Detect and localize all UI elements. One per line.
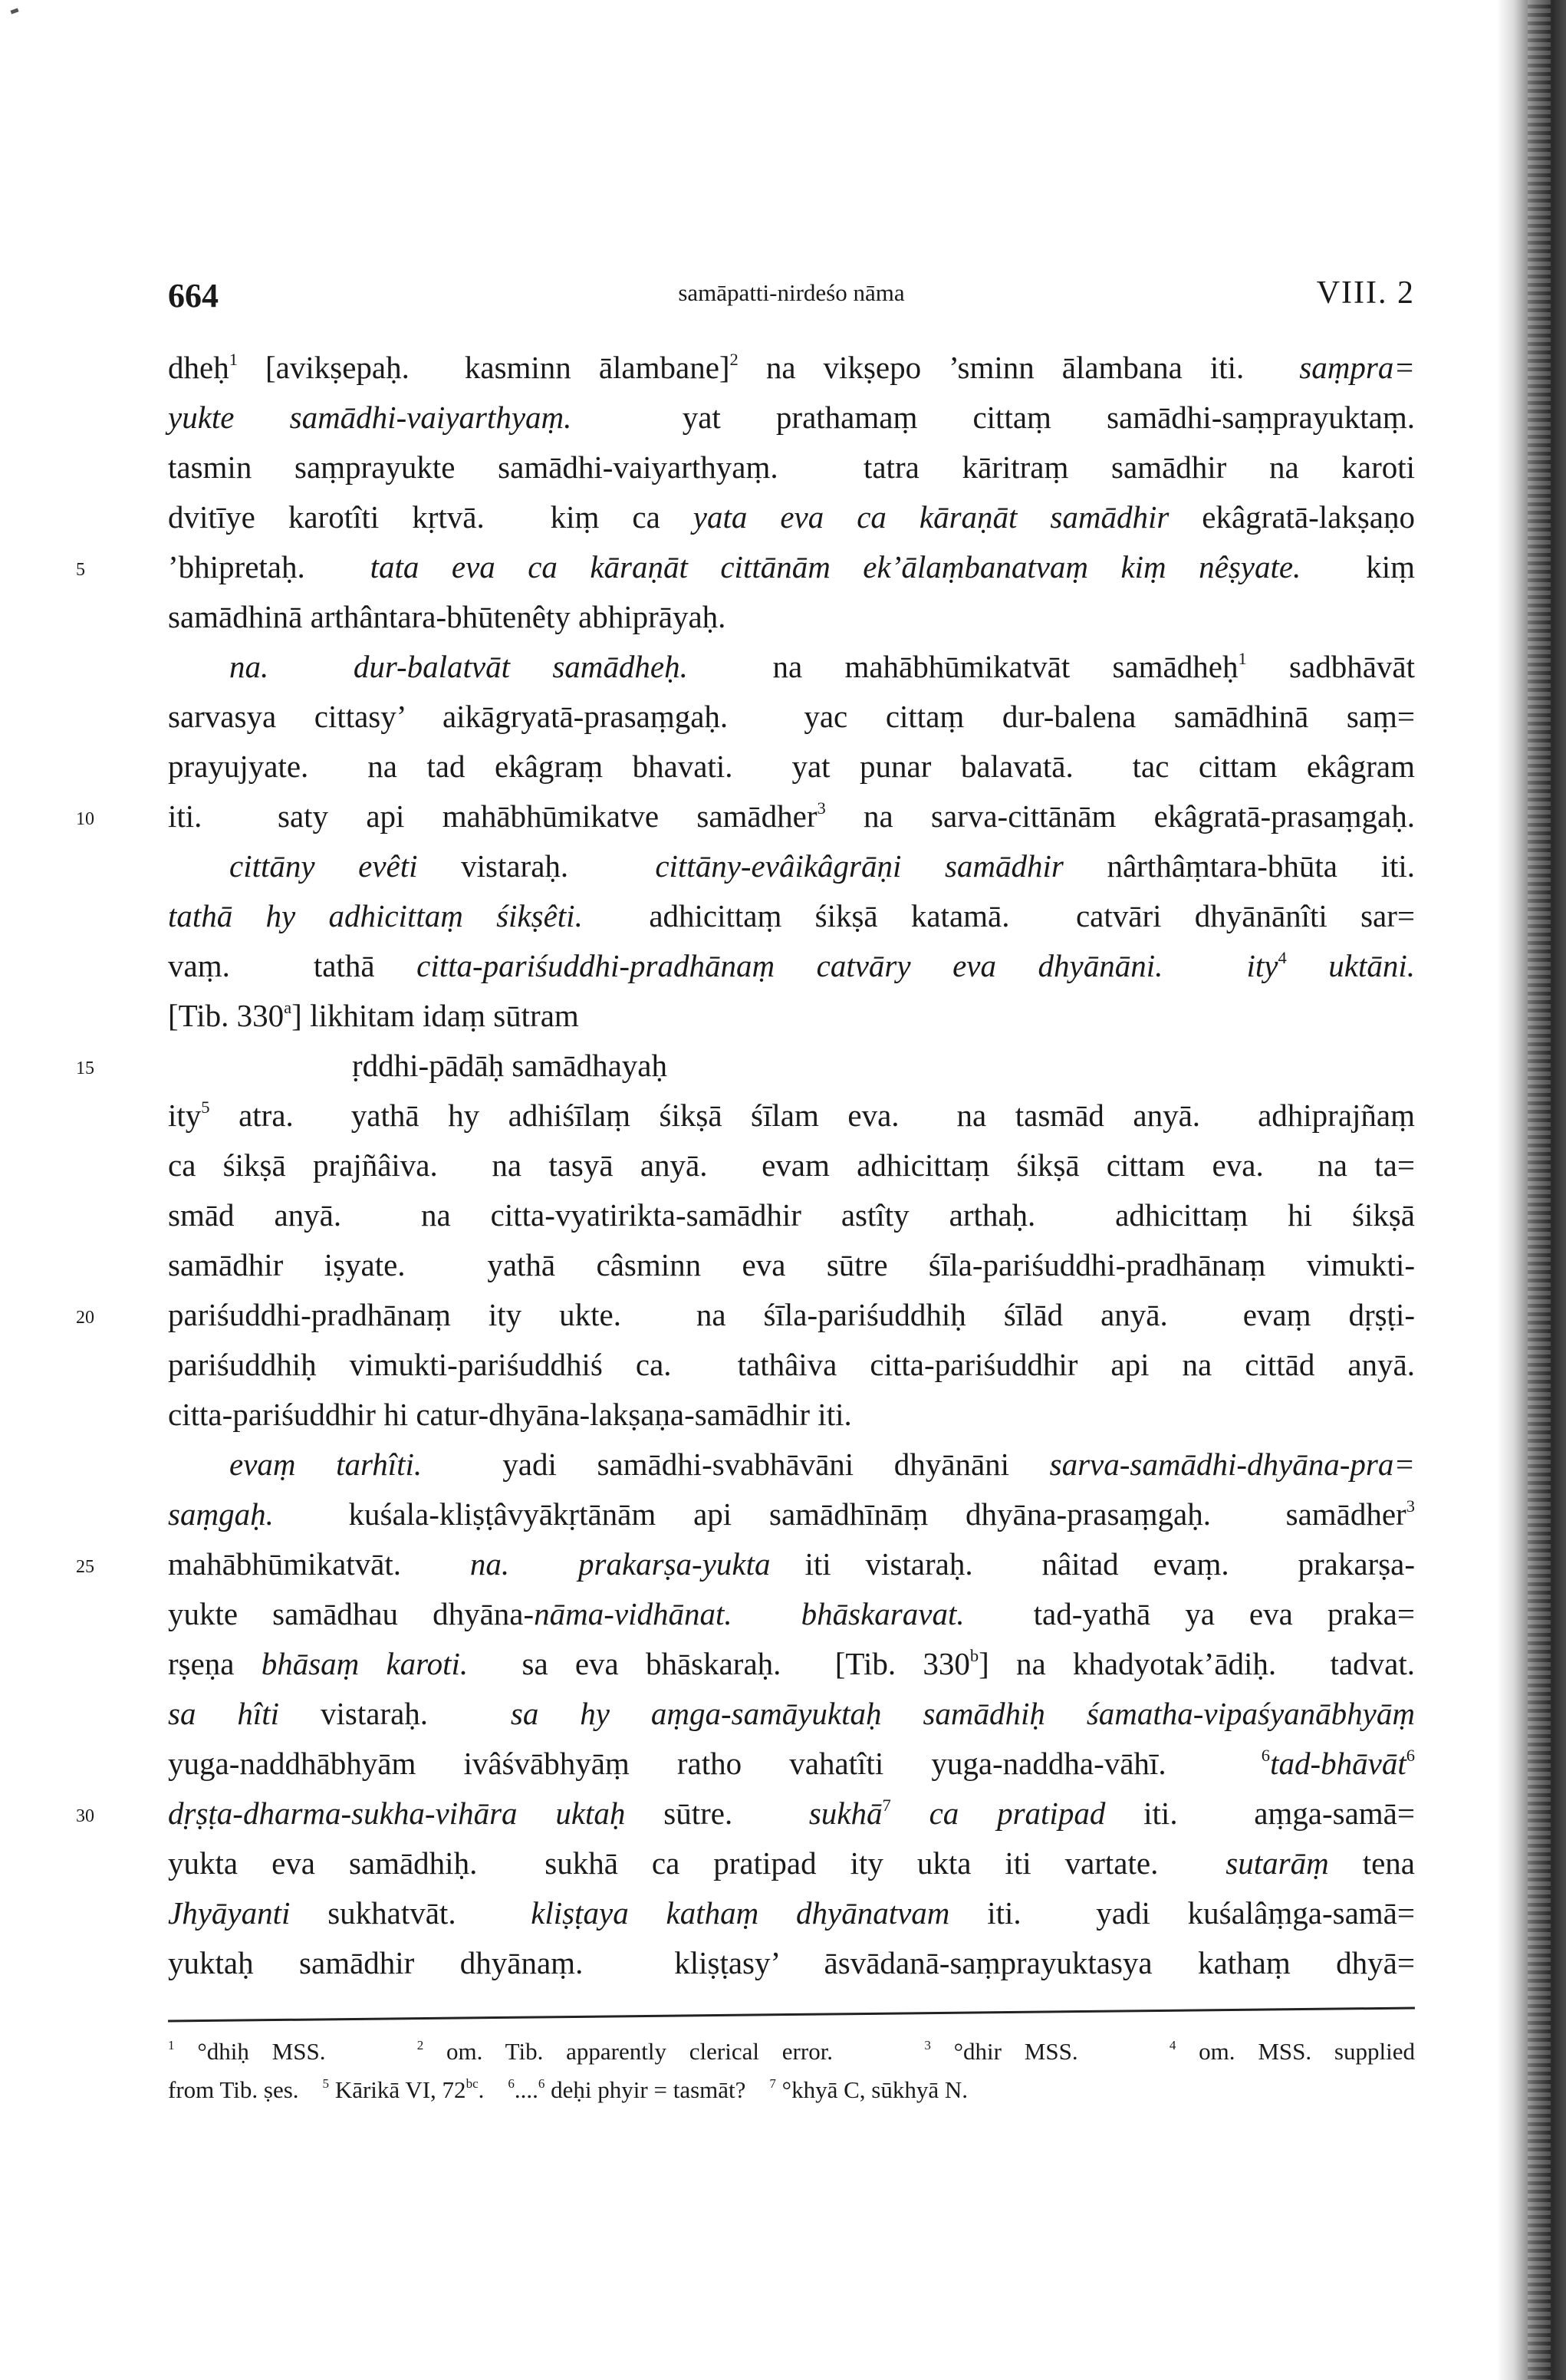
text-run: pariśuddhiḥ vimukti-pariśuddhiś ca. tathâiva citta-pariśuddhir api na cittād anyā. xyxy=(168,1347,1415,1382)
italic-text: kliṣṭaya kathaṃ dhyānatvam xyxy=(531,1895,950,1931)
italic-text: saṃgaḥ. xyxy=(168,1496,274,1532)
footnote-line xyxy=(168,2033,1415,2071)
text-run: rṣeṇa xyxy=(168,1646,262,1681)
text-run: from Tib. ṣes. xyxy=(168,2076,323,2103)
text-run: sadbhāvāt xyxy=(1246,649,1415,684)
text-run: pariśuddhi-pradhānaṃ ity ukte. na śīla-pariśuddhiḥ śīlād anyā. evaṃ dṛṣṭi- xyxy=(168,1297,1415,1332)
italic-text: evaṃ tarhîti. xyxy=(229,1447,423,1482)
text-run: samādhinā arthântara-bhūtenêty abhiprāyaḥ. xyxy=(168,599,726,634)
text-line xyxy=(168,1838,1415,1888)
italic-text: saṃpra= xyxy=(1299,350,1415,385)
text-line xyxy=(168,1490,1415,1539)
text-line xyxy=(76,1789,1415,1838)
text-run: kiṃ xyxy=(1301,549,1415,584)
italic-text: nāma-vidhānat. bhāskaravat. xyxy=(534,1596,965,1631)
footnote-marker: 7 xyxy=(882,1796,891,1815)
italic-text: sutarāṃ xyxy=(1225,1845,1329,1881)
text-line xyxy=(168,692,1415,742)
text-line xyxy=(168,1639,1415,1689)
section-number: VIII. 2 xyxy=(1316,275,1415,311)
italic-text: yata eva ca kāraṇāt samādhir xyxy=(693,499,1170,535)
text-run: vaṃ. tathā xyxy=(168,948,417,983)
text-run: .... xyxy=(514,2076,538,2103)
footnote-marker: 6 xyxy=(538,2076,545,2092)
text-run: na sarva-cittānām ekâgratā-prasaṃgaḥ. xyxy=(825,798,1415,834)
text-run: deḥi phyir = tasmāt? xyxy=(544,2076,770,2103)
text-run: ’bhipretaḥ. xyxy=(168,549,370,584)
text-line xyxy=(168,443,1415,492)
text-line xyxy=(168,1390,1415,1440)
text-run: iti. aṃga-samā= xyxy=(1105,1796,1415,1831)
text-run: tena xyxy=(1328,1845,1415,1881)
text-run: ] likhitam idaṃ sūtram xyxy=(291,998,579,1033)
footnote-marker: 1 xyxy=(168,2038,175,2053)
text-run: yadi samādhi-svabhāvāni dhyānāni xyxy=(422,1447,1050,1482)
footnote-rule xyxy=(168,2006,1415,2022)
footnote-marker: 6 xyxy=(1261,1746,1271,1766)
footnote-marker: 6 xyxy=(508,2076,515,2092)
text-line xyxy=(168,1240,1415,1290)
text-run: °dhiḥ MSS. xyxy=(174,2038,417,2065)
italic-text: tad-bhāvāt xyxy=(1270,1746,1406,1781)
italic-text: na. prakarṣa-yukta xyxy=(469,1546,771,1582)
text-run: yuktaḥ samādhir dhyānaṃ. kliṣṭasy’ āsvādanā-saṃprayuktasya kathaṃ dhyā= xyxy=(168,1945,1415,1980)
text-run: sūtre. xyxy=(625,1796,809,1831)
text-line xyxy=(168,991,1415,1041)
text-line xyxy=(168,1440,1415,1490)
main-text xyxy=(76,343,1416,1988)
text-run: atra. yathā hy adhiśīlaṃ śikṣā śīlam eva. na tasmād anyā. adhiprajñaṃ xyxy=(209,1098,1415,1133)
line-number: 10 xyxy=(76,809,94,829)
footnote-marker: 5 xyxy=(201,1098,210,1118)
text-line xyxy=(76,1539,1416,1589)
text-run: kuśala-kliṣṭâvyākṛtānām api samādhīnāṃ dhyāna-prasaṃgaḥ. samādher xyxy=(273,1496,1406,1532)
footnote-marker: 4 xyxy=(1278,948,1287,968)
scan-edge-texture xyxy=(1528,0,1551,2380)
text-line xyxy=(168,742,1415,792)
italic-text: Jhyāyanti xyxy=(168,1895,291,1931)
footnote-marker: 3 xyxy=(817,798,826,818)
italic-text: sa hy aṃga-samāyuktaḥ samādhiḥ śamatha-vipaśyanābhyāṃ xyxy=(510,1696,1415,1731)
text-run: sukhatvāt. xyxy=(290,1895,531,1931)
italic-text: sa hîti xyxy=(168,1696,280,1731)
scan-speck xyxy=(10,8,18,14)
text-line xyxy=(76,1041,1415,1091)
text-line xyxy=(168,891,1415,941)
text-run: iti. saty api mahābhūmikatve samādher xyxy=(168,798,818,834)
text-run: sa eva bhāskaraḥ. [Tib. 330 xyxy=(468,1646,970,1681)
text-line xyxy=(168,941,1415,991)
text-line xyxy=(168,1141,1415,1190)
text-run: na mahābhūmikatvāt samādheḥ xyxy=(687,649,1239,684)
line-number: 20 xyxy=(76,1308,94,1328)
text-run: ca śikṣā prajñâiva. na tasyā anyā. evam adhicittaṃ śikṣā cittam eva. na ta= xyxy=(168,1147,1415,1183)
page-header xyxy=(168,270,1415,316)
italic-text: citta-pariśuddhi-pradhānaṃ catvāry eva dhyānāni. ity xyxy=(416,948,1278,983)
text-run: sarvasya cittasy’ aikāgryatā-prasaṃgaḥ. yac cittaṃ dur-balena samādhinā saṃ= xyxy=(168,699,1415,734)
italic-text: dṛṣṭa-dharma-sukha-vihāra uktaḥ xyxy=(168,1796,626,1831)
text-line xyxy=(168,1938,1415,1988)
text-run: [avikṣepaḥ. kasminn ālambane] xyxy=(237,350,730,385)
text-line xyxy=(168,642,1415,692)
text-run: nârthâṃtara-bhūta iti. xyxy=(1063,848,1415,884)
footnote-marker: a xyxy=(284,998,292,1018)
text-run: smād anyā. na citta-vyatirikta-samādhir astîty arthaḥ. adhicittaṃ hi śikṣā xyxy=(168,1197,1415,1233)
text-run: [Tib. 330 xyxy=(168,998,285,1033)
text-run: Kārikā VI, 72 xyxy=(329,2076,466,2103)
text-line xyxy=(168,1739,1415,1789)
text-run: om. Tib. apparently clerical error. xyxy=(423,2038,925,2065)
text-line xyxy=(168,1589,1415,1639)
italic-text: na. dur-balatvāt samādheḥ. xyxy=(229,649,688,684)
text-run: vistaraḥ. xyxy=(417,848,656,884)
text-line xyxy=(76,792,1415,841)
text-line xyxy=(168,1888,1415,1938)
footnote-marker: 6 xyxy=(1406,1746,1415,1766)
italic-text: tata eva ca kāraṇāt cittānām ek’ālaṃbanatvaṃ kiṃ nêṣyate. xyxy=(370,549,1301,584)
text-line xyxy=(168,1091,1415,1141)
footnote-marker: 7 xyxy=(769,2076,776,2092)
text-run: dvitīye karotîti kṛtvā. kiṃ ca xyxy=(168,499,693,535)
italic-text: yukte samādhi-vaiyarthyaṃ. xyxy=(168,400,572,435)
footnote-marker: bc xyxy=(466,2076,479,2092)
page-number: 664 xyxy=(168,277,219,314)
text-run: ekâgratā-lakṣaṇo xyxy=(1169,499,1415,535)
text-run: adhicittaṃ śikṣā katamā. catvāri dhyānānîti sar= xyxy=(582,898,1415,933)
text-line xyxy=(76,1290,1415,1340)
italic-text: sukhā xyxy=(808,1796,883,1831)
footnote-marker: b xyxy=(969,1646,979,1666)
text-line xyxy=(168,592,1415,642)
text-run: dheḥ xyxy=(168,350,229,385)
italic-text: uktāni. xyxy=(1286,948,1415,983)
footnote-marker: 3 xyxy=(1406,1496,1415,1516)
italic-text: cittāny evêti xyxy=(229,848,418,884)
text-line xyxy=(168,343,1415,393)
text-run: vistaraḥ. xyxy=(279,1696,511,1731)
footnote-marker: 3 xyxy=(924,2038,931,2053)
footnotes xyxy=(168,2033,1415,2109)
text-run: samādhir iṣyate. yathā câsminn eva sūtre śīla-pariśuddhi-pradhānaṃ vimukti- xyxy=(168,1247,1415,1282)
italic-text: bhāsaṃ karoti. xyxy=(261,1646,469,1681)
text-run: iti. yadi kuśalâṃga-samā= xyxy=(949,1895,1415,1931)
line-number: 5 xyxy=(76,560,85,580)
footnote-marker: 5 xyxy=(322,2076,330,2092)
text-run: °dhir MSS. xyxy=(930,2038,1170,2065)
line-number: 25 xyxy=(76,1557,94,1577)
line-number: 15 xyxy=(76,1058,94,1078)
italic-text: sarva-samādhi-dhyāna-pra= xyxy=(1049,1447,1415,1482)
italic-text: ca pratipad xyxy=(890,1796,1106,1831)
text-line xyxy=(168,492,1415,542)
footnote-line xyxy=(168,2071,1415,2109)
text-run: yat prathamaṃ cittaṃ samādhi-saṃprayuktaṃ. xyxy=(571,400,1415,435)
text-run: yukte samādhau dhyāna- xyxy=(168,1596,535,1631)
text-run: om. MSS. supplied xyxy=(1176,2038,1415,2065)
text-run: ] na khadyotak’ādiḥ. tadvat. xyxy=(979,1646,1415,1681)
italic-text: tathā hy adhicittaṃ śikṣêti. xyxy=(168,898,583,933)
text-run: yukta eva samādhiḥ. sukhā ca pratipad ity ukta iti vartate. xyxy=(168,1845,1226,1881)
text-run: ity xyxy=(168,1098,202,1133)
footnote-marker: 1 xyxy=(229,350,238,370)
text-run: mahābhūmikatvāt. xyxy=(168,1546,470,1582)
text-run: °khyā C, sūkhyā N. xyxy=(775,2076,968,2103)
footnote-marker: 2 xyxy=(416,2038,424,2053)
running-title: samāpatti-nirdeśo nāma xyxy=(678,279,905,306)
footnote-marker: 2 xyxy=(729,350,739,370)
text-run: iti vistaraḥ. nâitad evaṃ. prakarṣa- xyxy=(770,1546,1416,1582)
text-run: citta-pariśuddhir hi catur-dhyāna-lakṣaṇa-samādhir iti. xyxy=(168,1397,852,1432)
text-run: tad-yathā ya eva praka= xyxy=(964,1596,1415,1631)
text-run: . xyxy=(478,2076,508,2103)
footnote-marker: 4 xyxy=(1169,2038,1176,2053)
text-line xyxy=(76,542,1415,592)
text-line xyxy=(168,1340,1415,1390)
text-run: yuga-naddhābhyām ivâśvābhyāṃ ratho vahatîti yuga-naddha-vāhī. xyxy=(168,1746,1262,1781)
text-line xyxy=(168,393,1415,443)
text-run: prayujyate. na tad ekâgraṃ bhavati. yat punar balavatā. tac cittam ekâgram xyxy=(168,749,1415,784)
text-line xyxy=(168,1190,1415,1240)
footnote-marker: 1 xyxy=(1238,649,1247,669)
text-run: na vikṣepo ’sminn ālambana iti. xyxy=(738,350,1300,385)
text-run: tasmin saṃprayukte samādhi-vaiyarthyaṃ. tatra kāritraṃ samādhir na karoti xyxy=(168,449,1415,485)
text-run: ṛddhi-pādāḥ samādhayaḥ xyxy=(352,1048,667,1083)
italic-text: cittāny-evâikâgrāṇi samādhir xyxy=(655,848,1064,884)
text-line xyxy=(168,1689,1415,1739)
text-line xyxy=(168,841,1415,891)
line-number: 30 xyxy=(76,1806,94,1826)
